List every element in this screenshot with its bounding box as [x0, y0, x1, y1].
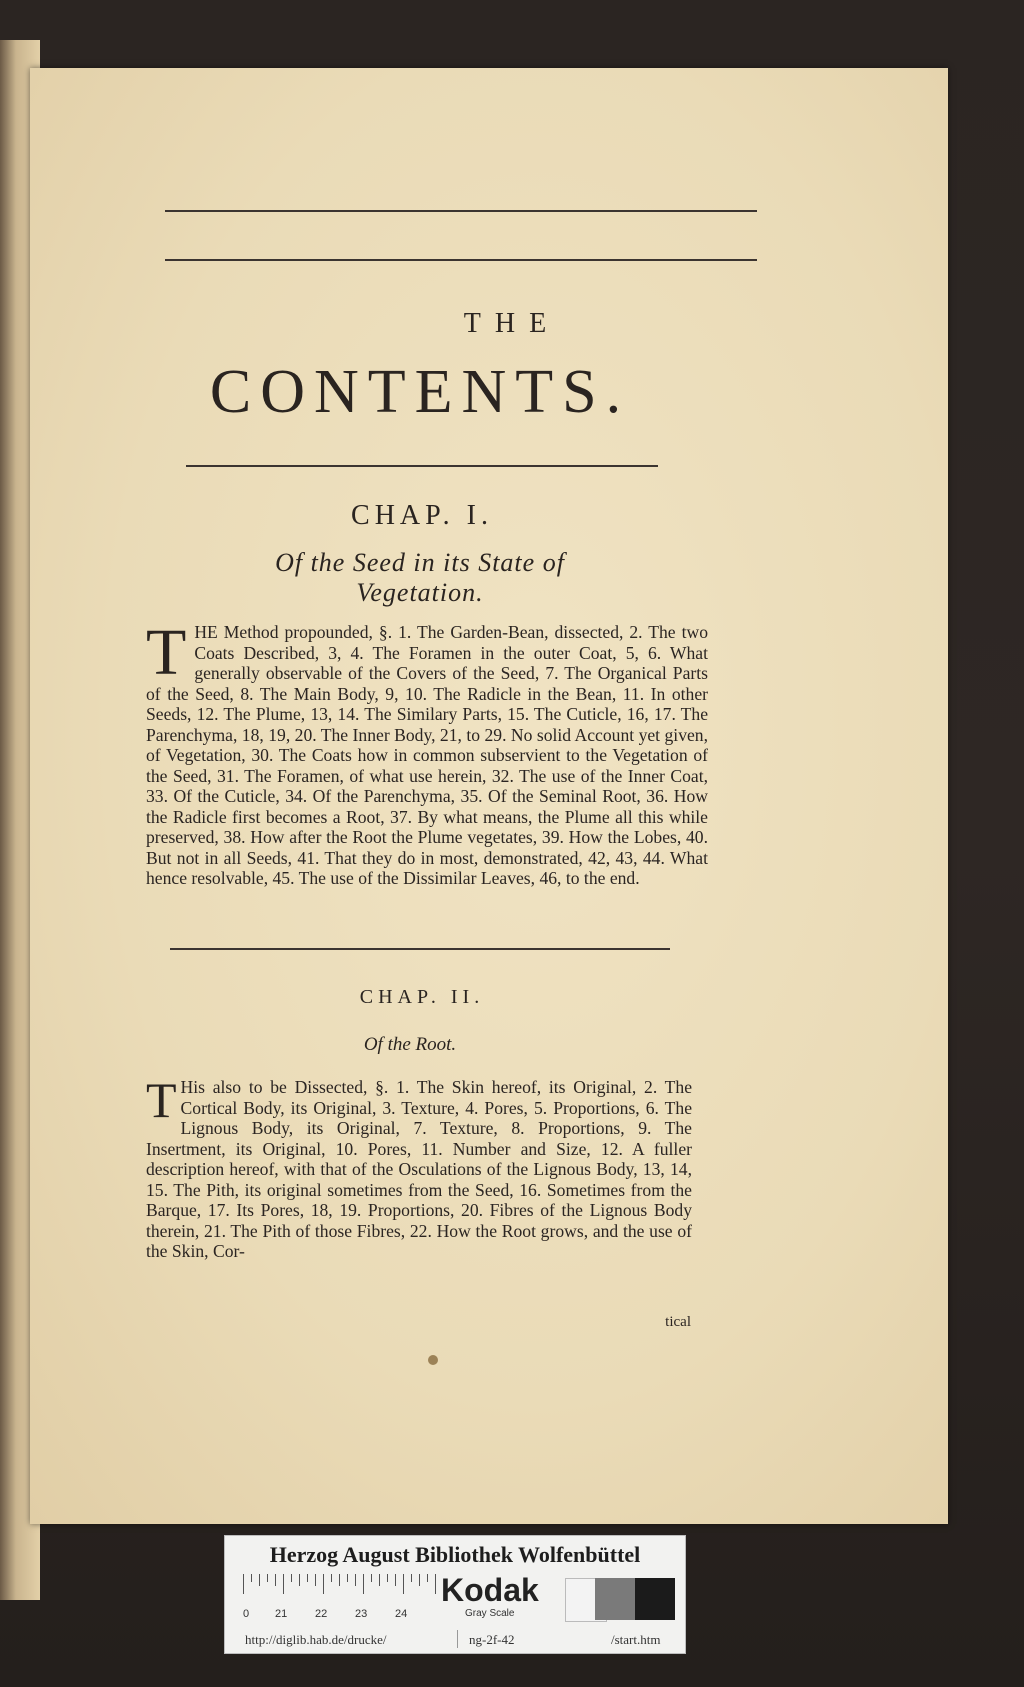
- chapter-2-summary: [146, 1072, 692, 1262]
- ruler-number: 21: [275, 1608, 288, 1620]
- kodak-logo: Kodak: [441, 1572, 539, 1608]
- chapter-1-subtitle: Of the Seed in its State of Vegetation.: [275, 548, 565, 607]
- chapter-1-text: HE Method propounded, §. 1. The Garden-Bean, dissected, 2. The two Coats Described, 3, 4. The Foramen in the outer Coat, 5, 6. What generally observable of the Covers of the Seed, 7. The Organical Parts of the Seed, 8. The Main Body, 9, 10. The Radicle in the Bean, 11. In other Seeds, 12. The Plume, 13, 14. The Similary Parts, 15. The Cuticle, 16, 17. The Parenchyma, 18, 19, 20. The Inner Body, 21, to 29. No solid Account yet given, of Vegetation, 30. The Coats how in common subservient to the Vegetation of the Seed, 31. The Foramen, of what use herein, 32. The use of the Inner Coat, 33. Of the Cuticle, 34. Of the Parenchyma, 35. Of the Seminal Root, 36. How the Radicle first becomes a Root, 37. By what means, the Plume all this while preserved, 38. How after the Root the Plume vegetates, 39. How the Lobes, 40. But not in all Seeds, 41. That they do in most, demonstrated, 42, 43, 44. What hence resolvable, 45. The use of the Dissimilar Leaves, 46, to the end.: [146, 622, 708, 888]
- url-link[interactable]: http://diglib.hab.de/drucke/: [245, 1632, 387, 1647]
- gray-scale-label: Gray Scale: [465, 1608, 515, 1619]
- card-footer: [225, 1628, 685, 1650]
- ruler-number: 0: [243, 1608, 250, 1620]
- drop-cap: T: [146, 616, 187, 689]
- chapter-2-subtitle: Of the Root.: [363, 1034, 457, 1055]
- library-name: Herzog August Bibliothek Wolfenbüttel: [269, 1542, 641, 1567]
- rule-under-title: [186, 465, 658, 467]
- shelfmark: ng-2f-42: [469, 1632, 515, 1647]
- top-rule-1: [165, 210, 757, 212]
- chapter-1-summary: [146, 616, 708, 889]
- ruler-number: 23: [355, 1608, 368, 1620]
- start-link[interactable]: /start.htm: [611, 1632, 661, 1647]
- ruler-number: 24: [395, 1608, 408, 1620]
- rule-between-chapters: [170, 948, 670, 950]
- ruler-number: 22: [315, 1608, 328, 1620]
- top-rule-2: [165, 259, 757, 261]
- ink-blot: [428, 1355, 438, 1365]
- heading-the: THE: [463, 308, 561, 339]
- footer-separator: [457, 1630, 458, 1648]
- library-color-card: [224, 1535, 686, 1654]
- measure-ruler: [243, 1574, 443, 1606]
- gray-patch-mid: [595, 1578, 635, 1620]
- chapter-2-title: CHAP. II.: [359, 986, 485, 1008]
- heading-contents: CONTENTS.: [209, 358, 631, 426]
- gray-patch-black: [635, 1578, 675, 1620]
- chapter-2-text: His also to be Dissected, §. 1. The Skin hereof, its Original, 2. The Cortical Body, its Original, 3. Texture, 4. Pores, 5. Proportions, 6. The Lignous Body, its Original, 7. Texture, 8. Proportions, 9. The Insertment, its Original, 10. Pores, 11. Number and Size, 12. A fuller description hereof, with that of the Osculations of the Lignous Body, 13, 14, 15. The Pith, its original sometimes from the Seed, 16. Sometimes from the Barque, 17. Its Pores, 18, 19. Proportions, 20. Fibres of the Lignous Body therein, 21. The Pith of those Fibres, 22. How the Root grows, and the use of the Skin, Cor-: [146, 1077, 692, 1261]
- catchword: tical: [665, 1314, 691, 1330]
- drop-cap: T: [146, 1072, 177, 1128]
- chapter-1-title: CHAP. I.: [351, 500, 493, 531]
